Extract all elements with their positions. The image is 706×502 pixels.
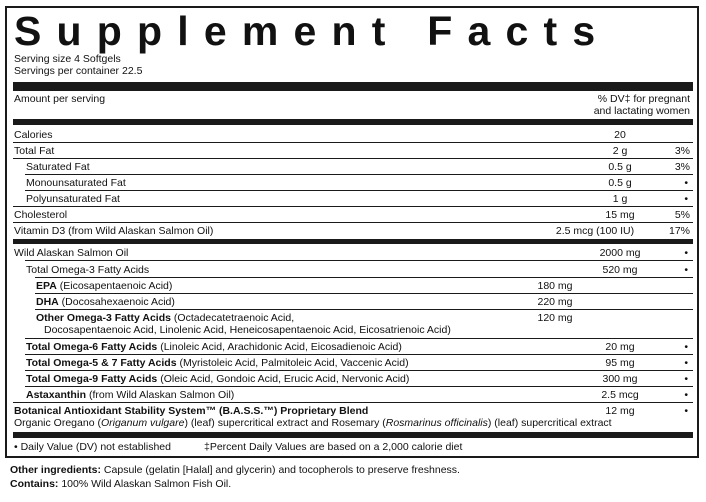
row-omega3-dv: • [684, 264, 688, 276]
row-poly-fat-name: Polyunsaturated Fat [26, 193, 120, 205]
contains-label: Contains: [10, 478, 59, 490]
row-epa-amount: 180 mg [537, 280, 573, 292]
row-saturated-fat-amount: 0.5 g [608, 161, 632, 173]
row-dha [36, 296, 175, 308]
row-divider [13, 222, 693, 223]
row-astaxanthin-dv: • [684, 389, 688, 401]
footnote-dv-not-established: • Daily Value (DV) not established [14, 441, 171, 453]
row-omega9-dv: • [684, 373, 688, 385]
row-cholesterol-dv: 5% [674, 209, 690, 221]
bass-text-part: Organic Oregano ( [14, 417, 101, 429]
row-divider [25, 386, 693, 387]
thick-divider [13, 82, 693, 91]
row-astaxanthin [26, 389, 234, 401]
row-cholesterol-amount: 15 mg [605, 209, 635, 221]
row-other-omega3-name: Other Omega-3 Fatty Acids [36, 312, 171, 324]
medium-divider [13, 432, 693, 438]
row-bass-name: Botanical Antioxidant Stability System™ (B.A.S.S.™) Proprietary Blend [14, 405, 369, 417]
row-divider [25, 174, 693, 175]
row-vitamin-d3-name: Vitamin D3 [14, 225, 66, 237]
supplement-facts-panel [5, 6, 699, 458]
contains-text: 100% Wild Alaskan Salmon Fish Oil. [58, 478, 232, 490]
row-omega9-desc: (Oleic Acid, Gondoic Acid, Erucic Acid, Nervonic Acid) [157, 373, 410, 385]
row-calories-amount: 20 [614, 129, 626, 141]
bass-text-part: ) (leaf) supercritical extract [487, 417, 612, 429]
other-ingredients [10, 464, 460, 476]
row-bass-amount: 12 mg [605, 405, 635, 417]
footnote-percent-dv: ‡Percent Daily Values are based on a 2,000 calorie diet [204, 441, 463, 453]
row-divider [25, 260, 693, 261]
row-salmon-oil-amount: 2000 mg [599, 247, 641, 259]
rosemary-latin-name: Rosmarinus officinalis [385, 417, 488, 429]
servings-per-container: Servings per container 22.5 [14, 65, 143, 77]
other-ingredients-label: Other ingredients: [10, 464, 102, 476]
row-other-omega3-desc: (Octadecatetraenoic Acid, [170, 312, 295, 324]
row-mono-fat-dv: • [684, 177, 688, 189]
row-omega57 [26, 357, 409, 369]
row-saturated-fat-name: Saturated Fat [26, 161, 90, 173]
row-divider [13, 158, 693, 159]
oregano-latin-name: Origanum vulgare [100, 417, 185, 429]
row-total-fat-amount: 2 g [612, 145, 628, 157]
row-omega3-name: Total Omega-3 Fatty Acids [26, 264, 150, 276]
row-vitamin-d3-desc: (from Wild Alaskan Salmon Oil) [65, 225, 214, 237]
row-vitamin-d3 [14, 225, 213, 237]
row-total-fat-name: Total Fat [14, 145, 55, 157]
serving-size: Serving size 4 Softgels [14, 53, 121, 65]
row-omega57-desc: (Myristoleic Acid, Palmitoleic Acid, Vaccenic Acid) [176, 357, 409, 369]
row-other-omega3 [36, 312, 294, 324]
row-omega6-amount: 20 mg [605, 341, 635, 353]
row-other-omega3-desc2: Docosapentaenoic Acid, Linolenic Acid, Heneicosapentaenoic Acid, Eicosatrienoic Acid) [44, 324, 451, 336]
row-calories-name: Calories [14, 129, 53, 141]
row-bass-ingredients [14, 417, 612, 429]
row-epa-name: EPA [36, 280, 57, 292]
row-omega6-name: Total Omega-6 Fatty Acids [26, 341, 158, 353]
row-mono-fat-name: Monounsaturated Fat [26, 177, 126, 189]
row-divider [25, 354, 693, 355]
other-ingredients-text: Capsule (gelatin [Halal] and glycerin) and tocopherols to preserve freshness. [101, 464, 460, 476]
row-divider [25, 190, 693, 191]
row-omega6-dv: • [684, 341, 688, 353]
row-dha-amount: 220 mg [537, 296, 573, 308]
row-omega9 [26, 373, 409, 385]
row-omega9-amount: 300 mg [602, 373, 638, 385]
row-epa-desc: (Eicosapentaenoic Acid) [56, 280, 173, 292]
row-divider [35, 277, 693, 278]
row-omega9-name: Total Omega-9 Fatty Acids [26, 373, 158, 385]
row-divider [13, 402, 693, 403]
row-other-omega3-amount: 120 mg [537, 312, 573, 324]
row-omega57-amount: 95 mg [605, 357, 635, 369]
row-cholesterol-name: Cholesterol [14, 209, 68, 221]
row-divider [25, 370, 693, 371]
row-bass-dv: • [684, 405, 688, 417]
row-omega57-name: Total Omega-5 & 7 Fatty Acids [26, 357, 177, 369]
row-salmon-oil-name: Wild Alaskan Salmon Oil [14, 247, 129, 259]
row-salmon-oil-dv: • [684, 247, 688, 259]
panel-title: Supplement Facts [14, 8, 611, 54]
row-mono-fat-amount: 0.5 g [608, 177, 632, 189]
row-poly-fat-dv: • [684, 193, 688, 205]
row-divider [35, 309, 693, 310]
row-vitamin-d3-amount: 2.5 mcg (100 IU) [555, 225, 635, 237]
row-divider [35, 293, 693, 294]
medium-divider [13, 239, 693, 244]
row-vitamin-d3-dv: 17% [668, 225, 690, 237]
row-divider [25, 338, 693, 339]
row-total-fat-dv: 3% [674, 145, 690, 157]
row-astaxanthin-desc: (from Wild Alaskan Salmon Oil) [86, 389, 235, 401]
row-omega6-desc: (Linoleic Acid, Arachidonic Acid, Eicosadienoic Acid) [157, 341, 402, 353]
row-omega6 [26, 341, 402, 353]
row-astaxanthin-amount: 2.5 mcg [601, 389, 639, 401]
dv-header-line2: and lactating women [593, 105, 690, 117]
row-saturated-fat-dv: 3% [674, 161, 690, 173]
contains [10, 478, 231, 490]
row-dha-desc: (Docosahexaenoic Acid) [58, 296, 175, 308]
row-omega57-dv: • [684, 357, 688, 369]
dv-header-line1: % DV‡ for pregnant [597, 93, 690, 105]
amount-per-serving-label: Amount per serving [14, 93, 106, 105]
medium-divider [13, 119, 693, 125]
bass-text-part: ) (leaf) supercritical extract and Rosemary ( [184, 417, 386, 429]
row-omega3-amount: 520 mg [602, 264, 638, 276]
row-astaxanthin-name: Astaxanthin [26, 389, 87, 401]
row-divider [13, 142, 693, 143]
row-poly-fat-amount: 1 g [612, 193, 628, 205]
row-epa [36, 280, 172, 292]
row-divider [13, 206, 693, 207]
row-dha-name: DHA [36, 296, 59, 308]
